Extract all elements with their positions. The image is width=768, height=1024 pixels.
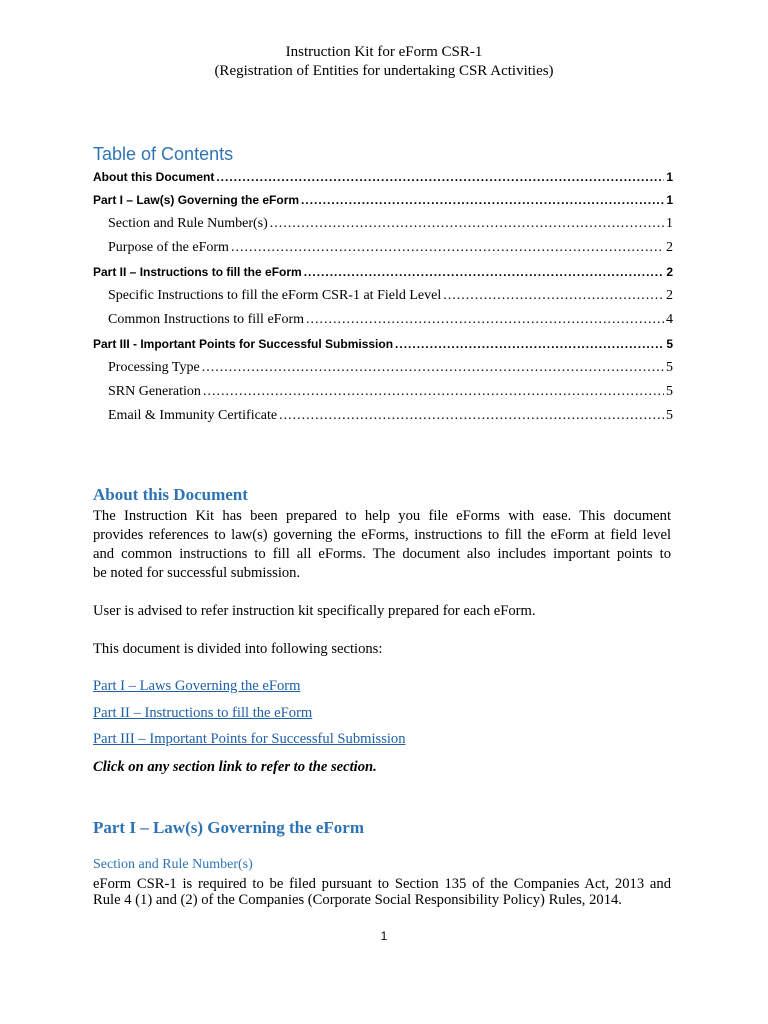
toc-leader	[443, 288, 664, 304]
toc-leader	[279, 408, 664, 424]
section-link-note: Click on any section link to refer to the section.	[93, 759, 377, 775]
toc-entry-label: Email & Immunity Certificate	[108, 408, 278, 423]
about-paragraph-line: The Instruction Kit has been prepared to help you file eForms with ease. This document	[93, 508, 671, 524]
toc-entry-email-certificate[interactable]	[108, 408, 673, 428]
toc-leader	[301, 193, 664, 207]
toc-entry-section-rule[interactable]	[108, 216, 673, 236]
document-title: Instruction Kit for eForm CSR-1	[285, 44, 483, 60]
toc-entry-label: Part II – Instructions to fill the eForm	[93, 265, 302, 279]
toc-entry-label: Section and Rule Number(s)	[108, 216, 268, 231]
toc-entry-part2[interactable]	[93, 265, 673, 285]
toc-page-number: 5	[666, 360, 673, 375]
toc-leader	[304, 265, 665, 279]
toc-entry-about[interactable]	[93, 170, 673, 190]
document-subtitle: (Registration of Entities for undertaking CSR Activities)	[214, 63, 554, 79]
about-advice: User is advised to refer instruction kit specifically prepared for each eForm.	[93, 603, 536, 619]
toc-entry-common-instructions[interactable]	[108, 312, 673, 332]
toc-page-number: 5	[666, 408, 673, 423]
toc-entry-part3[interactable]	[93, 337, 673, 357]
toc-page-number: 1	[666, 170, 673, 184]
link-part2[interactable]: Part II – Instructions to fill the eForm	[93, 705, 313, 721]
toc-entry-specific-instructions[interactable]	[108, 288, 673, 308]
toc-entry-part1[interactable]	[93, 193, 673, 213]
toc-leader	[395, 337, 664, 351]
toc-entry-label: Common Instructions to fill eForm	[108, 312, 304, 327]
about-sections-intro: This document is divided into following sections:	[93, 641, 383, 657]
toc-entry-purpose[interactable]	[108, 240, 673, 260]
about-paragraph-line: and common instructions to fill all eForms. The document also includes important points to	[93, 546, 671, 562]
toc-page-number: 2	[666, 265, 673, 279]
toc-page-number: 5	[666, 384, 673, 399]
toc-leader	[306, 312, 664, 328]
toc-page-number: 5	[666, 337, 673, 351]
toc-page-number: 1	[666, 216, 673, 231]
toc-entry-label: SRN Generation	[108, 384, 201, 399]
toc-entry-label: Specific Instructions to fill the eForm CSR-1 at Field Level	[108, 288, 442, 303]
toc-leader	[203, 384, 664, 400]
part1-paragraph-line: Rule 4 (1) and (2) of the Companies (Corporate Social Responsibility Policy) Rules, 2014.	[93, 892, 622, 908]
link-part1[interactable]: Part I – Laws Governing the eForm	[93, 678, 301, 694]
toc-page-number: 2	[666, 240, 673, 255]
toc-leader	[216, 170, 664, 184]
toc-entry-srn-generation[interactable]	[108, 384, 673, 404]
toc-entry-label: About this Document	[93, 170, 215, 184]
section-rule-subheading: Section and Rule Number(s)	[93, 857, 253, 872]
toc-leader	[202, 360, 664, 376]
about-heading: About this Document	[93, 485, 248, 504]
page-number: 1	[380, 929, 388, 943]
toc-page-number: 2	[666, 288, 673, 303]
toc-page-number: 4	[666, 312, 673, 327]
link-part3[interactable]: Part III – Important Points for Successful Submission	[93, 731, 406, 747]
about-paragraph-line: be noted for successful submission.	[93, 565, 301, 581]
toc-entry-label: Processing Type	[108, 360, 200, 375]
part1-paragraph-line: eForm CSR-1 is required to be filed pursuant to Section 135 of the Companies Act, 2013 and	[93, 876, 671, 892]
toc-page-number: 1	[666, 193, 673, 207]
toc-leader	[270, 216, 664, 232]
toc-entry-processing-type[interactable]	[108, 360, 673, 380]
toc-entry-label: Part I – Law(s) Governing the eForm	[93, 193, 300, 207]
toc-title: Table of Contents	[93, 144, 234, 164]
about-paragraph-line: provides references to law(s) governing the eForms, instructions to fill the eForm at field level	[93, 527, 671, 543]
toc-leader	[231, 240, 664, 256]
toc-entry-label: Part III - Important Points for Successful Submission	[93, 337, 394, 351]
part1-heading: Part I – Law(s) Governing the eForm	[93, 818, 365, 837]
toc-entry-label: Purpose of the eForm	[108, 240, 229, 255]
